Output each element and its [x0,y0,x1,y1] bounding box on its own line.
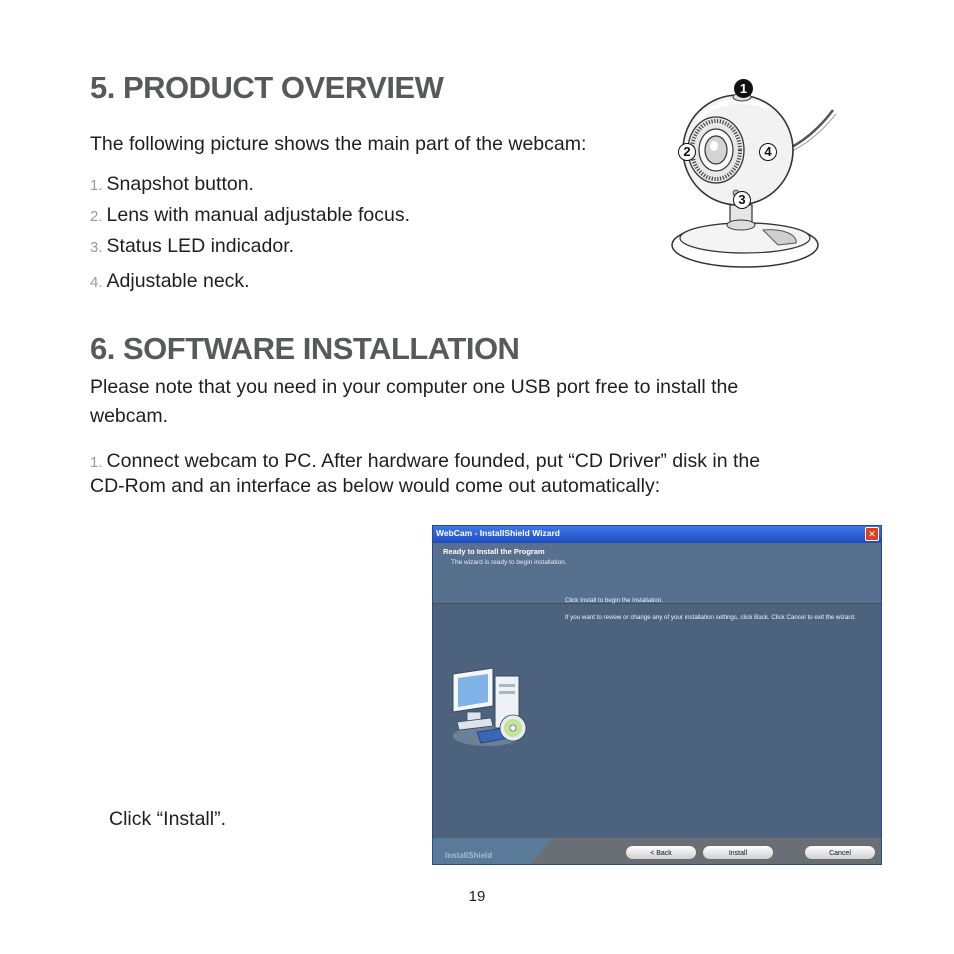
usb-note-line-1: Please note that you need in your computer one USB port free to install the [90,376,739,398]
wizard-footer [433,838,881,865]
list-item-number: 1. [90,177,103,194]
step-number: 1. [90,454,103,471]
section-title-software-installation: 6. SOFTWARE INSTALLATION [90,331,520,366]
list-item-number: 3. [90,239,103,256]
list-item-number: 4. [90,274,103,291]
callout-marker-4: 4 [759,143,777,161]
list-item-text: Snapshot button. [106,173,254,195]
step-1-line-2: CD-Rom and an interface as below would come out automatically: [90,475,661,497]
computer-cd-icon [447,666,532,751]
wizard-body-text-1: Click Install to begin the installation. [565,597,664,604]
step-1-line-1 [90,448,760,476]
usb-note-line-2: webcam. [90,405,169,427]
list-item-text: Status LED indicador. [106,235,295,257]
list-item-number: 2. [90,208,103,225]
list-item-text: Lens with manual adjustable focus. [106,204,411,226]
wizard-title: WebCam - InstallShield Wizard [436,528,560,538]
section-title-product-overview: 5. PRODUCT OVERVIEW [90,70,444,105]
callout-marker-2: 2 [678,143,696,161]
install-button[interactable]: Install [702,845,774,860]
list-item [90,202,410,230]
wizard-body-text-2: If you want to review or change any of your installation settings, click Back. Click Cancel to exit the wizard. [565,614,856,621]
wizard-heading: Ready to Install the Program [443,547,545,556]
list-item [90,268,250,296]
webcam-illustration [668,80,848,275]
cancel-button[interactable]: Cancel [804,845,876,860]
list-item [90,233,294,261]
installshield-wizard-window [432,525,882,865]
page-number: 19 [468,888,486,905]
product-overview-intro: The following picture shows the main part of the webcam: [90,133,587,155]
callout-marker-1: 1 [734,79,753,98]
wizard-subheading: The wizard is ready to begin installation. [451,559,567,566]
back-button[interactable]: < Back [625,845,697,860]
list-item-text: Adjustable neck. [106,270,250,292]
step-1-text: Connect webcam to PC. After hardware founded, put “CD Driver” disk in the [106,450,761,472]
close-icon[interactable]: ✕ [865,527,879,541]
wizard-header [433,543,881,604]
install-caption: Click “Install”. [109,808,227,830]
wizard-title-bar [433,526,881,543]
installshield-logo: InstallShield [445,851,493,860]
callout-marker-3: 3 [733,191,751,209]
list-item [90,171,254,199]
